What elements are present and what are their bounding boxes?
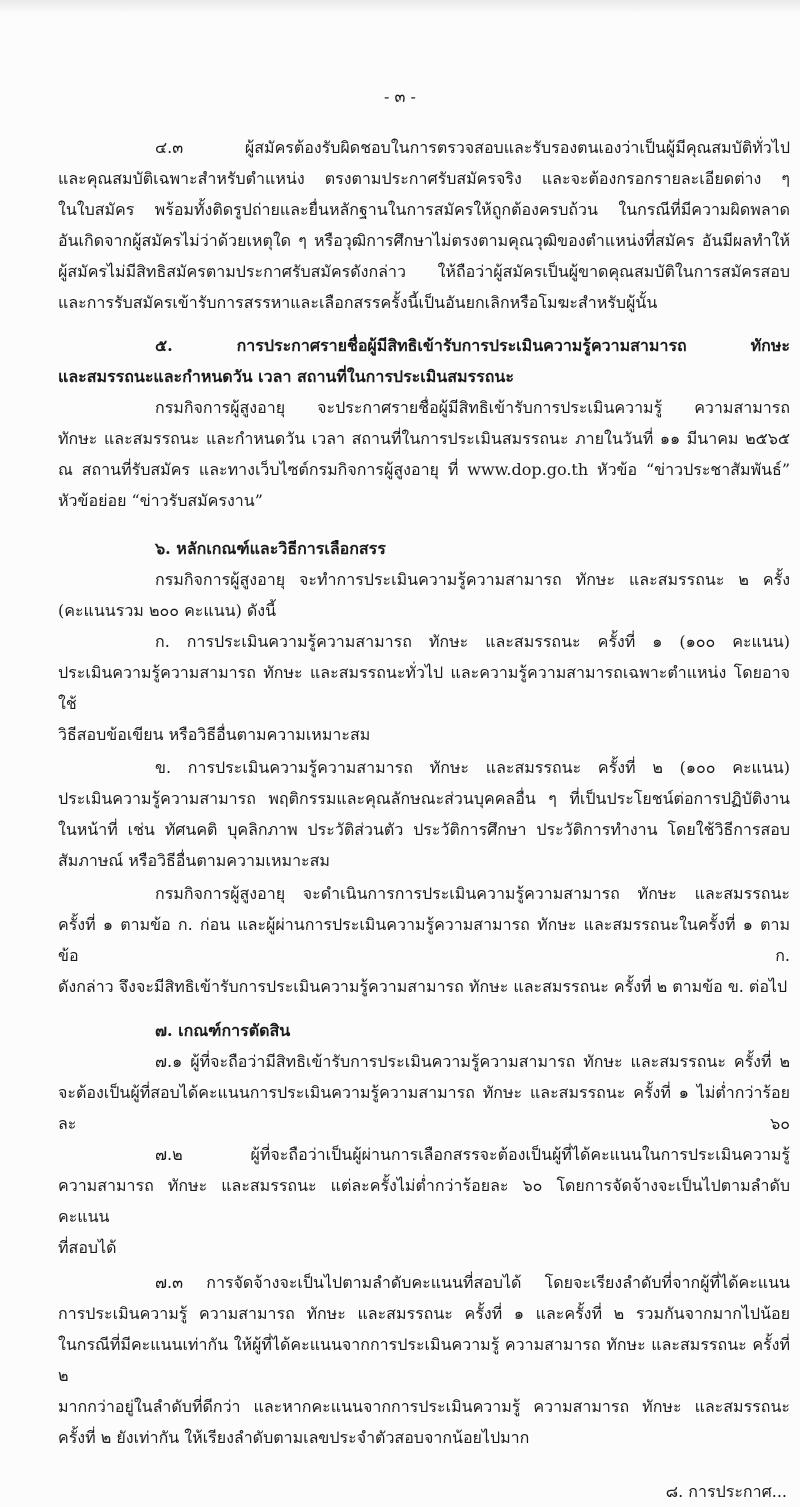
text-line: และคุณสมบัติเฉพาะสำหรับตำแหน่ง ตรงตามประกาศรับสมัครจริง และจะต้องกรอกรายละเอียดต่าง ๆ xyxy=(58,169,790,188)
text-line: ในหน้าที่ เช่น ทัศนคติ บุคลิกภาพ ประวัติส่วนตัว ประวัติการศึกษา ประวัติการทำงาน โดยใช้วิธีการสอบ xyxy=(58,820,790,839)
text-line: ครั้งที่ ๒ ยังเท่ากัน ให้เรียงลำดับตามเลขประจำตัวสอบจากน้อยไปมาก xyxy=(58,1428,530,1447)
text-line: กรมกิจการผู้สูงอายุ จะดำเนินการการประเมินความรู้ความสามารถ ทักษะ และสมรรถนะ xyxy=(155,884,790,903)
text-line: ณ สถานที่รับสมัคร และทางเว็บไซต์กรมกิจการผู้สูงอายุ ที่ www.dop.go.th หัวข้อ “ข่าวประชาสัมพันธ์” xyxy=(58,460,790,479)
text-line: (คะแนนรวม ๒๐๐ คะแนน) ดังนี้ xyxy=(58,601,277,620)
item-4-3 xyxy=(58,132,790,318)
section-heading: ๕. การประกาศรายชื่อผู้มีสิทธิเข้ารับการประเมินความรู้ความสามารถ ทักษะ xyxy=(155,336,790,355)
text-line: ๗.๑ ผู้ที่จะถือว่ามีสิทธิเข้ารับการประเมินความรู้ความสามารถ ทักษะ และสมรรถนะ ครั้งที่ ๒ xyxy=(155,1052,790,1071)
text-line: ก. การประเมินความรู้ความสามารถ ทักษะ และสมรรถนะ ครั้งที่ ๑ (๑๐๐ คะแนน) xyxy=(155,632,790,651)
text-line: ๗.๒ ผู้ที่จะถือว่าเป็นผู้ผ่านการเลือกสรรจะต้องเป็นผู้ที่ได้คะแนนในการประเมินความรู้ xyxy=(155,1145,790,1164)
section-7 xyxy=(58,1015,790,1263)
text-line: กรมกิจการผู้สูงอายุ จะทำการประเมินความรู้ความสามารถ ทักษะ และสมรรถนะ ๒ ครั้ง xyxy=(155,570,790,589)
continuation-note: ๘. การประกาศ... xyxy=(665,1482,787,1501)
text-line: วิธีสอบข้อเขียน หรือวิธีอื่นตามความเหมาะสม xyxy=(58,725,371,744)
text-line: ๔.๓ ผู้สมัครต้องรับผิดชอบในการตรวจสอบและรับรองตนเองว่าเป็นผู้มีคุณสมบัติทั่วไป xyxy=(155,138,790,157)
text-line: จะต้องเป็นผู้ที่สอบได้คะแนนการประเมินความรู้ความสามารถ ทักษะ และสมรรถนะ ครั้งที่ ๑ ไม่ต่ำกว่าร้อยละ ๖๐ xyxy=(58,1083,790,1133)
page-number: - ๓ - xyxy=(384,87,416,106)
scan-edge xyxy=(0,0,800,14)
text-line: ในกรณีที่มีคะแนนเท่ากัน ให้ผู้ที่ได้คะแนนจากการประเมินความรู้ ความสามารถ ทักษะ และสมรรถนะ ครั้งที่ ๒ xyxy=(58,1335,790,1385)
section-6 xyxy=(58,533,790,750)
section-heading: ๗. เกณฑ์การตัดสิน xyxy=(155,1021,291,1040)
text-line: หัวข้อย่อย “ข่าวรับสมัครงาน” xyxy=(58,491,263,510)
text-line: ความสามารถ ทักษะ และสมรรถนะ แต่ละครั้งไม่ต่ำกว่าร้อยละ ๖๐ โดยการจัดจ้างจะเป็นไปตามลำดับคะแนน xyxy=(58,1176,790,1226)
text-line: ในใบสมัคร พร้อมทั้งติดรูปถ่ายและยื่นหลักฐานในการสมัครให้ถูกต้องครบถ้วน ในกรณีที่มีความผิดพลาด xyxy=(58,200,790,219)
section-5 xyxy=(58,330,790,516)
section-6-item-kho xyxy=(58,752,790,876)
text-line: และการรับสมัครเข้ารับการสรรหาและเลือกสรรครั้งนี้เป็นอันยกเลิกหรือโมฆะสำหรับผู้นั้น xyxy=(58,293,658,312)
section-7-item-7-3 xyxy=(58,1267,790,1453)
text-line: ผู้สมัครไม่มีสิทธิสมัครตามประกาศรับสมัครดังกล่าว ให้ถือว่าผู้สมัครเป็นผู้ขาดคุณสมบัติในการสมัครสอบ xyxy=(58,262,790,281)
text-line: ประเมินความรู้ความสามารถ พฤติกรรมและคุณลักษณะส่วนบุคคลอื่น ๆ ที่เป็นประโยชน์ต่อการปฏิบัติงาน xyxy=(58,789,790,808)
section-heading: ๖. หลักเกณฑ์และวิธีการเลือกสรร xyxy=(155,539,386,558)
text-line: อันเกิดจากผู้สมัครไม่ว่าด้วยเหตุใด ๆ หรือวุฒิการศึกษาไม่ตรงตามคุณวุฒิของตำแหน่งที่สมัคร อันมีผลทำให้ xyxy=(58,231,790,250)
text-line: ทักษะ และสมรรถนะ และกำหนดวัน เวลา สถานที่ในการประเมินสมรรถนะ ภายในวันที่ ๑๑ มีนาคม ๒๕๖๕ xyxy=(58,429,790,448)
text-line: การประเมินความรู้ ความสามารถ ทักษะ และสมรรถนะ ครั้งที่ ๑ และครั้งที่ ๒ รวมกันจากมากไปน้อย xyxy=(58,1304,790,1323)
section-heading: และสมรรถนะและกำหนดวัน เวลา สถานที่ในการประเมินสมรรถนะ xyxy=(58,367,514,386)
text-line: มากกว่าอยู่ในลำดับที่ดีกว่า และหากคะแนนจากการประเมินความรู้ ความสามารถ ทักษะ และสมรรถนะ xyxy=(58,1397,790,1416)
text-line: กรมกิจการผู้สูงอายุ จะประกาศรายชื่อผู้มีสิทธิเข้ารับการประเมินความรู้ ความสามารถ xyxy=(155,398,790,417)
text-line: ดังกล่าว จึงจะมีสิทธิเข้ารับการประเมินความรู้ความสามารถ ทักษะ และสมรรถนะ ครั้งที่ ๒ ตามข้อ ข. ต่อไป xyxy=(58,977,788,996)
text-line: ประเมินความรู้ความสามารถ ทักษะ และสมรรถนะทั่วไป และความรู้ความสามารถเฉพาะตำแหน่ง โดยอาจใช้ xyxy=(58,663,790,713)
section-6-note xyxy=(58,878,790,1002)
text-line: ข. การประเมินความรู้ความสามารถ ทักษะ และสมรรถนะ ครั้งที่ ๒ (๑๐๐ คะแนน) xyxy=(155,758,790,777)
text-line: ๗.๓ การจัดจ้างจะเป็นไปตามลำดับคะแนนที่สอบได้ โดยจะเรียงลำดับที่จากผู้ที่ได้คะแนน xyxy=(155,1273,790,1292)
text-line: ที่สอบได้ xyxy=(58,1238,117,1257)
text-line: สัมภาษณ์ หรือวิธีอื่นตามความเหมาะสม xyxy=(58,851,330,870)
text-line: ครั้งที่ ๑ ตามข้อ ก. ก่อน และผู้ผ่านการประเมินความรู้ความสามารถ ทักษะ และสมรรถนะในครั้งที่ ๑ ตามข้อ ก. xyxy=(58,915,790,965)
